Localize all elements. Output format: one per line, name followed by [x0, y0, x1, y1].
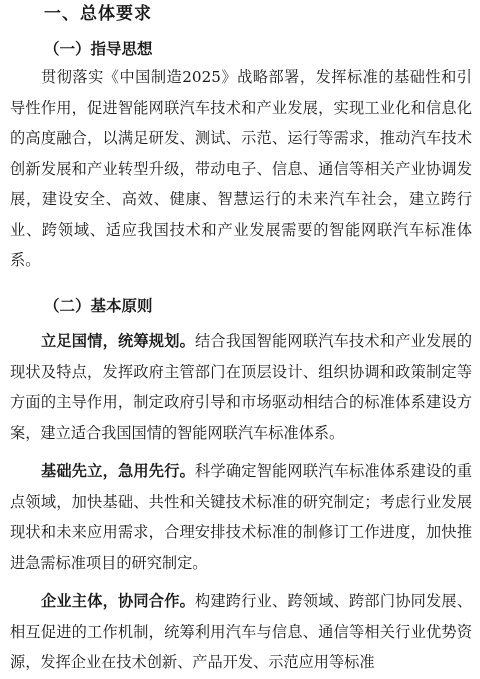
basic-principles-heading: （二）基本原则	[44, 297, 153, 315]
principle-lead: 基础先立，急用先行。	[41, 462, 196, 480]
section-title: 一、总体要求	[44, 4, 152, 24]
principle-text: 结合我国智能网联汽车技术和产业发展的现状及特点，发挥政府主管部门在顶层设计、组织协调和政策制定等方面的主导作用，制定政府引导和市场驱动相结合的标准体系建设方案，建立适合我国国情的智能网联汽车标准体系。	[10, 332, 473, 442]
principle-paragraph	[10, 456, 472, 578]
principle-text: 构建跨行业、跨领域、跨部门协同发展、相互促进的工作机制，统筹利用汽车与信息、通信等相关行业优势资源，发挥企业在技术创新、产品开发、示范应用等标准	[10, 592, 473, 671]
principle-paragraph	[10, 326, 472, 448]
principle-paragraph	[10, 586, 472, 678]
principle-text: 科学确定智能网联汽车标准体系建设的重点领域，加快基础、共性和关键技术标准的研究制定；考虑行业发展现状和未来应用需求，合理安排技术标准的制修订工作进度，加快推进急需标准项目的研究制定。	[10, 462, 473, 572]
guiding-ideology-heading: （一）指导思想	[44, 40, 153, 58]
principle-lead: 立足国情，统筹规划。	[41, 332, 196, 350]
principle-lead: 企业主体，协同合作。	[41, 592, 196, 610]
guiding-ideology-paragraph: 贯彻落实《中国制造2025》战略部署，发挥标准的基础性和引导性作用，促进智能网联汽车技术和产业发展，实现工业化和信息化的高度融合，以满足研发、测试、示范、运行等需求，推动汽车技术创新发展和产业转型升级，带动电子、信息、通信等相关产业协调发展，建设安全、高效、健康、智慧运行的未来汽车社会，建立跨行业、跨领域、适应我国技术和产业发展需要的智能网联汽车标准体系。	[10, 68, 472, 269]
